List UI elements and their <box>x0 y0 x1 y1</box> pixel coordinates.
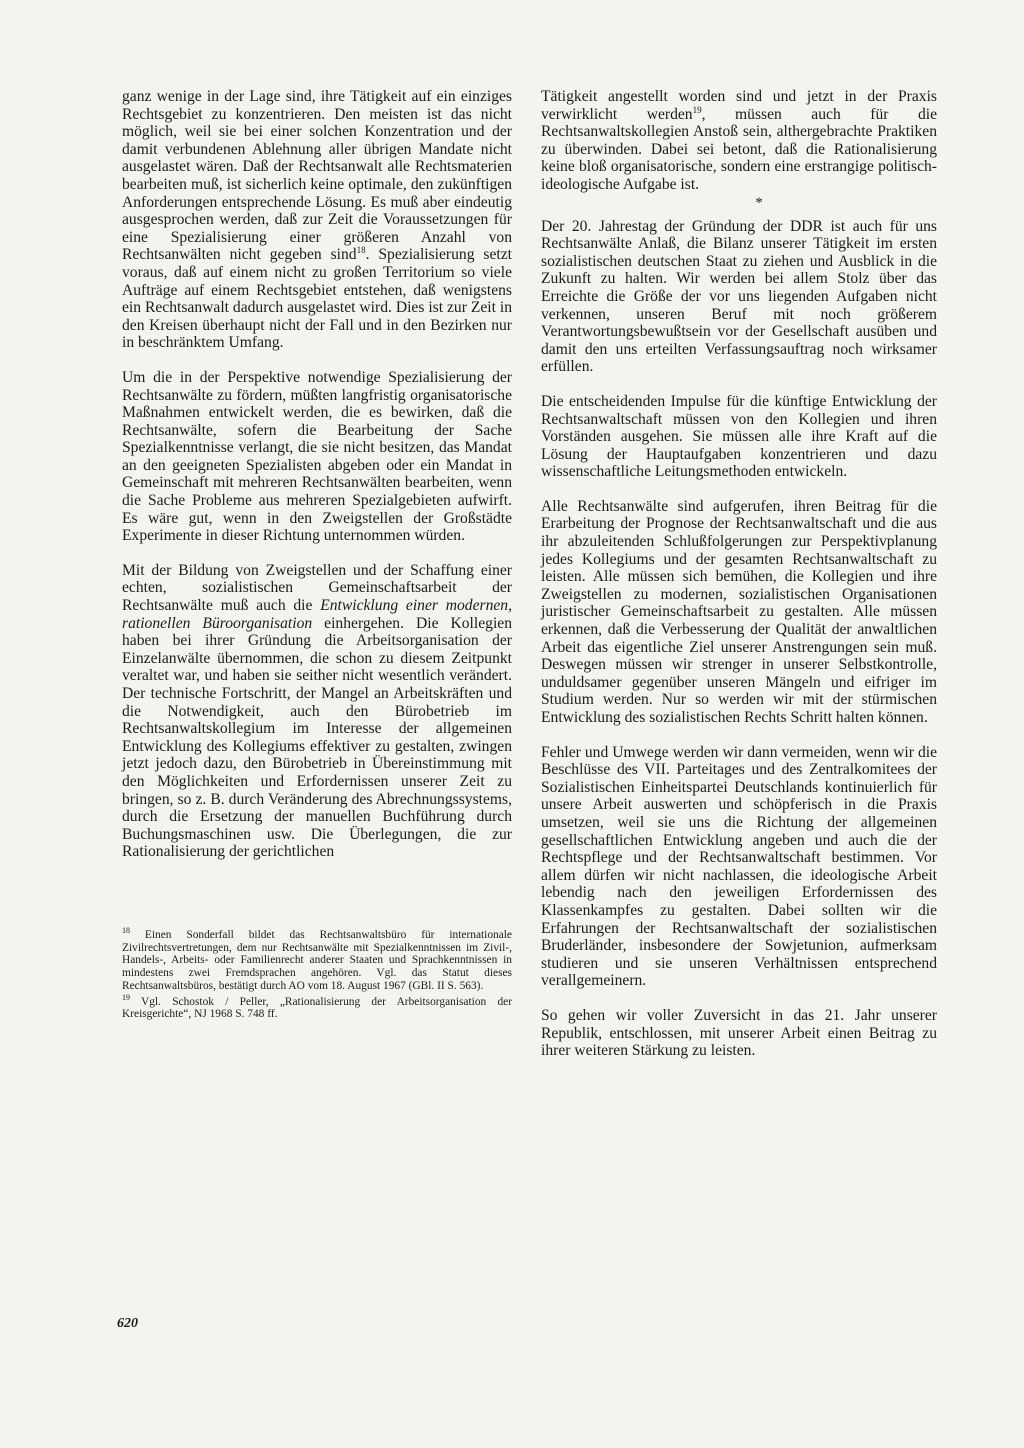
paragraph: Der 20. Jahrestag der Gründung der DDR ist auch für uns Rechtsanwälte Anlaß, die Bilanz unserer Tätigkeit im ersten sozialistischen deutschen Staat zu ziehen und Ausblick in die Zukunft zu halten. Wir werden bei allem Stolz über das Erreichte die Größe der vor uns liegenden Aufgaben nicht verkennen, unseren Beruf mit noch größerem Verantwortungsbewußtsein vor der Gesellschaft ausüben und damit den uns erteilten Verfassungsauftrag noch wirksamer erfüllen. <box>541 217 937 376</box>
paragraph: Mit der Bildung von Zweigstellen und der Schaffung einer echten, sozialistischen Gemeinschaftsarbeit der Rechtsanwälte muß auch die Entwicklung einer modernen, rationellen Büroorganisation einhergehen. Die Kollegien haben bei ihrer Gründung die Arbeitsorganisation der Einzelanwälte übernommen, die schon zu diesem Zeitpunkt veraltet war, und haben sie seither nicht wesentlich verändert. Der technische Fortschritt, der Mangel an Arbeitskräften und die Notwendigkeit, auch den Bürobetrieb im Rechtsanwaltskollegium im Interesse der allgemeinen Entwicklung des Kollegiums effektiver zu gestalten, zwingen jetzt jedoch dazu, den Bürobetrieb in Übereinstimmung mit den Möglichkeiten und Erfordernissen unserer Zeit zu bringen, so z. B. durch Veränderung des Abrechnungssystems, durch die Ersetzung der manuellen Buchführung durch Buchungsmaschinen usw. Die Überlegungen, die zur Rationalisierung der gerichtlichen <box>122 561 512 861</box>
footnote: $^{19}$ Vgl. Schostok / Peller, „Rationalisierung der Arbeitsorganisation der Kreisgerichte“, NJ 1968 S. 748 ff. <box>122 992 512 1021</box>
paragraph: Die entscheidenden Impulse für die künftige Entwicklung der Rechtsanwaltschaft müssen von den Kollegien und ihren Vorständen ausgehen. Sie müssen alle ihre Kraft auf die Lösung der Hauptaufgaben konzentrieren und dazu wissenschaftliche Leitungsmethoden entwickeln. <box>541 392 937 481</box>
footnote: $^{18}$ Einen Sonderfall bildet das Rechtsanwaltsbüro für internationale Zivilrechtsvertretungen, dem nur Rechtsanwälte mit Spezialkenntnissen im Zivil-, Handels-, Arbeits- oder Familienrecht anderer Staaten und Sprachkenntnissen in mindestens zwei Fremdsprachen angehören. Vgl. das Statut dieses Rechtsanwaltsbüros, bestätigt durch AO vom 18. August 1967 (GBl. II S. 563). <box>122 926 512 992</box>
paragraph: ganz wenige in der Lage sind, ihre Tätigkeit auf ein einziges Rechtsgebiet zu konzentrieren. Den meisten ist das nicht möglich, weil sie bei einer solchen Konzentration und der damit verbundenen Ablehnung aller übrigen Mandate nicht ausgelastet wären. Daß der Rechtsanwalt alle Rechtsmaterien bearbeiten muß, ist sicherlich keine optimale, den zukünftigen Anforderungen entsprechende Lösung. Es muß aber eindeutig ausgesprochen werden, daß zur Zeit die Voraussetzungen für eine Spezialisierung einer größeren Anzahl von Rechtsanwälten nicht gegeben sind$^{18}$. Spezialisierung setzt voraus, daß auf einem nicht zu großen Territorium so viele Aufträge auf einem Rechtsgebiet entstehen, daß wenigstens ein Rechtsanwalt dadurch ausgelastet wird. Dies ist zur Zeit in den Kreisen überhaupt nicht der Fall und in den Bezirken nur in beschränktem Umfang. <box>122 88 512 352</box>
paragraph: So gehen wir voller Zuversicht in das 21. Jahr unserer Republik, entschlossen, mit unserer Arbeit einen Beitrag zu ihrer weiteren Stärkung zu leisten. <box>541 1006 937 1060</box>
paragraph: Um die in der Perspektive notwendige Spezialisierung der Rechtsanwälte zu fördern, müßten langfristig organisatorische Maßnahmen entwickelt werden, die es bewirken, daß die Rechtsanwälte, sofern die Bearbeitung der Sache Spezialkenntnisse verlangt, die sie nicht besitzen, das Mandat an den geeigneten Spezialisten abgeben oder ein Mandat in Gemeinschaft mit mehreren Rechtsanwälten bearbeiten, wenn die Sache Probleme aus mehreren Spezialgebieten aufwirft. Es wäre gut, wenn in den Zweigstellen der Großstädte Experimente in dieser Richtung unternommen würden. <box>122 368 512 545</box>
right-column <box>541 88 937 1077</box>
footnote-ref: 18 <box>356 245 366 256</box>
footnote-number: 18 <box>122 926 130 936</box>
footnote-number: 19 <box>122 992 130 1002</box>
paragraph: Fehler und Umwege werden wir dann vermeiden, wenn wir die Beschlüsse des VII. Parteitages und des Zentralkomitees der Sozialistischen Einheitspartei Deutschlands kontinuierlich für unsere Arbeit auswerten und schöpferisch in die Praxis umsetzen, weil sie uns die Richtung der allgemeinen gesellschaftlichen Entwicklung angeben und auch die der Rechtspflege und der Rechtsanwaltschaft bestimmen. Vor allem dürfen wir nicht nachlassen, die ideologische Arbeit lebendig nach den jeweiligen Erfordernissen des Klassenkampfes zu gestalten. Dabei sollten wir die Erfahrungen der Rechtsanwaltschaft der sozialistischen Bruderländer, insbesondere der Sowjetunion, aufmerksam studieren und sie unseren Verhältnissen entsprechend verallgemeinern. <box>541 743 937 990</box>
left-column <box>122 88 512 861</box>
footnote-ref: 19 <box>692 104 702 115</box>
emphasized-phrase: Entwicklung einer modernen, rationellen Büroorganisation <box>122 597 512 632</box>
paragraph: Tätigkeit angestellt worden sind und jetzt in der Praxis verwirklicht werden$^{19}$, müssen auch für die Rechtsanwaltskollegien Anstoß sein, althergebrachte Praktiken zu überwinden. Dabei sei betont, daß die Rationalisierung keine bloß organisatorische, sondern eine erstrangige politisch-ideologische Aufgabe ist. <box>541 88 937 193</box>
page-number: 620 <box>117 1316 138 1331</box>
footnotes <box>122 926 512 1024</box>
paragraph: Alle Rechtsanwälte sind aufgerufen, ihren Beitrag für die Erarbeitung der Prognose der Rechtsanwaltschaft und die aus ihr abzuleitenden Schlußfolgerungen zur Perspektivplanung jedes Kollegiums und der gesamten Rechtsanwaltschaft zu leisten. Alle müssen sich bemühen, die Kollegien und ihre Zweigstellen zu modernen, sozialistischen Organisationen juristischer Gemeinschaftsarbeit zu gestalten. Alle müssen erkennen, daß die Verbesserung der Qualität der anwaltlichen Arbeit das eigentliche Ziel unserer Anstrengungen sein muß. Deswegen müssen wir strenger in unserer Selbstkontrolle, unduldsamer gegenüber unseren Mängeln und eifriger im Studium werden. Nur so werden wir mit der stürmischen Entwicklung des sozialistischen Rechts Schritt halten können. <box>541 497 937 726</box>
section-separator: * <box>755 194 763 211</box>
